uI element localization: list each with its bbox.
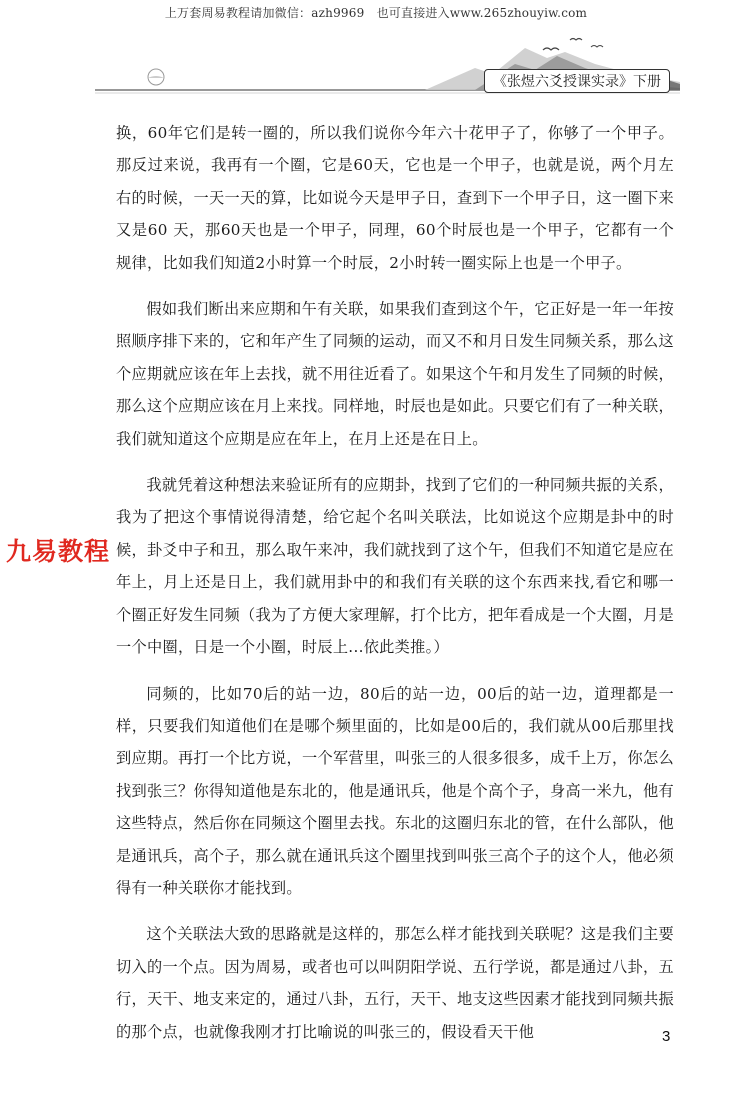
paragraph: 同频的，比如70后的站一边，80后的站一边，00后的站一边，道理都是一样，只要我们知道他们在是哪个频里面的，比如是00后的，我们就从00后那里找到应期。再打一个比方说，一个军营里，叫张三的人很多很多，成千上万，你怎么找到张三？你得知道他是东北的，他是通讯兵，他是个高个子，身高一米九，他有这些特点，然后你在同频这个圈里去找。东北的这圈归东北的管，在什么部队，他是通讯兵，高个子，那么就在通讯兵这个圈里找到叫张三高个子的这个人，他必须得有一种关联你才能找到。 [116, 684, 674, 897]
page-number: 3 [662, 1028, 671, 1045]
body-text [116, 117, 674, 1062]
paragraph: 假如我们断出来应期和午有关联，如果我们查到这个午，它正好是一年一年按照顺序排下来的，它和年产生了同频的运动，而又不和月日发生同频关系，那么这个应期就应该在年上去找，就不用往近看了。如果这个午和月发生了同频的时候，那么这个应期应该在月上来找。同样地，时辰也是如此。只要它们有了一种关联，我们就知道这个应期是应在年上，在月上还是在日上。 [116, 300, 674, 448]
paragraph: 换，60年它们是转一圈的，所以我们说你今年六十花甲子了，你够了一个甲子。那反过来说，我再有一个圈，它是60天，它也是一个甲子，也就是说，两个月左右的时候，一天一天的算，比如说今天是甲子日，查到下一个甲子日，这一圈下来又是60 天，那60天也是一个甲子，同理，60个时辰也是一个甲子，它都有一个规律，比如我们知道2小时算一个时辰，2小时转一圈实际上也是一个甲子。 [116, 124, 674, 272]
watermark-logo: 九易教程 [6, 537, 111, 566]
paragraph: 这个关联法大致的思路就是这样的，那怎么样才能找到关联呢？这是我们主要切入的一个点。因为周易，或者也可以叫阴阳学说、五行学说，都是通过八卦，五行，天干、地支来定的，通过八卦，五行，天干、地支这些因素才能找到同频共振的那个点，也就像我刚才打比喻说的叫张三的，假设看天干他 [116, 925, 674, 1041]
page-header [95, 20, 680, 102]
top-banner: 上万套周易教程请加微信：azh9969 也可直接进入www.265zhouyiw.com [164, 6, 588, 20]
paragraph: 我就凭着这种想法来验证所有的应期卦，找到了它们的一种同频共振的关系，我为了把这个事情说得清楚，给它起个名叫关联法，比如说这个应期是卦中的时候，卦爻中子和丑，那么取午来冲，我们就找到了这个午，但我们不知道它是应在年上，月上还是日上，我们就用卦中的和我们有关联的这个东西来找,看它和哪一个圈正好发生同频（我为了方便大家理解，打个比方，把年看成是一个大圈，月是一个中圈，日是一个小圈，时辰上...依此类推。） [116, 476, 674, 657]
book-title: 《张煜六爻授课实录》下册 [484, 69, 670, 93]
